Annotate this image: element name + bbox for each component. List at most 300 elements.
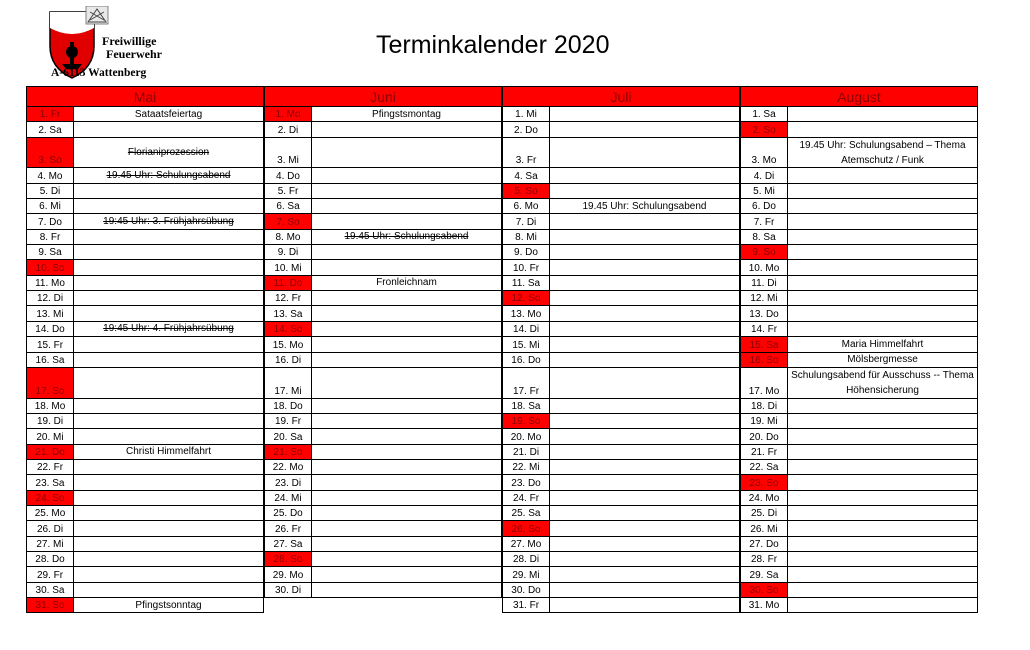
day-row — [502, 214, 740, 229]
event-cell — [74, 291, 264, 305]
day-label: 3. Mi — [277, 155, 299, 167]
day-label: 25. Do — [273, 508, 303, 520]
day-label: 8. Sa — [752, 232, 776, 244]
day-label: 29. Sa — [749, 569, 779, 581]
event-cell — [788, 506, 978, 520]
event-cell: 19.45 Uhr: Schulungsabend — [74, 168, 264, 182]
day-label-cell — [740, 491, 788, 505]
day-label-cell — [264, 322, 312, 336]
page-title: Terminkalender 2020 — [376, 31, 610, 59]
day-label: 9. Sa — [38, 247, 62, 259]
day-label: 16. Di — [274, 354, 302, 366]
day-row — [502, 306, 740, 321]
day-row — [264, 414, 502, 429]
event-cell — [74, 552, 264, 566]
day-label-cell — [740, 337, 788, 351]
svg-text:Freiwillige: Freiwillige — [102, 34, 157, 48]
day-row — [26, 583, 264, 598]
event-cell: Pfingstsmontag — [312, 107, 502, 121]
event-cell — [788, 491, 978, 505]
event-cell — [74, 506, 264, 520]
event-cell — [550, 567, 740, 581]
event-cell — [788, 306, 978, 320]
event-cell: 19:45 Uhr: 4. Frühjahrsübung — [74, 322, 264, 336]
day-label: 25. Mo — [34, 508, 66, 520]
day-label: 20. Mo — [510, 431, 542, 443]
day-row — [740, 445, 978, 460]
day-label-cell — [26, 429, 74, 443]
event-cell — [550, 521, 740, 535]
day-label-cell — [502, 306, 550, 320]
day-label-cell — [264, 537, 312, 551]
day-row — [26, 168, 264, 183]
day-label: 28. Fr — [750, 554, 778, 566]
event-cell — [74, 245, 264, 259]
day-row — [26, 107, 264, 122]
day-label: 11. Di — [751, 278, 777, 290]
event-cell — [312, 475, 502, 489]
event-cell — [550, 368, 740, 398]
day-label-cell — [26, 521, 74, 535]
event-cell — [550, 107, 740, 121]
event-cell — [788, 214, 978, 228]
day-row — [740, 368, 978, 399]
day-row — [26, 306, 264, 321]
day-row — [740, 460, 978, 475]
day-label: 30. So — [749, 585, 779, 596]
event-cell — [550, 552, 740, 566]
day-label: 29. Mi — [512, 569, 540, 581]
day-label-cell — [502, 583, 550, 597]
day-row — [502, 460, 740, 475]
day-row — [26, 245, 264, 260]
day-label: 2. Do — [514, 124, 538, 136]
day-label: 14. Di — [512, 324, 540, 336]
day-label: 6. Do — [752, 201, 776, 213]
day-row — [26, 552, 264, 567]
day-label-cell — [740, 138, 788, 168]
event-cell — [74, 414, 264, 428]
event-cell — [788, 184, 978, 198]
day-row — [740, 537, 978, 552]
day-row — [740, 122, 978, 137]
day-label-cell — [264, 583, 312, 597]
event-cell — [312, 306, 502, 320]
day-row — [502, 353, 740, 368]
day-label-cell — [26, 214, 74, 228]
day-label-cell — [26, 199, 74, 213]
day-label-cell — [26, 399, 74, 413]
day-row — [740, 337, 978, 352]
event-cell — [788, 537, 978, 551]
event-cell — [550, 306, 740, 320]
day-row — [740, 245, 978, 260]
day-label-cell — [502, 521, 550, 535]
event-cell — [74, 368, 264, 398]
day-row — [502, 429, 740, 444]
day-row — [502, 260, 740, 275]
day-label-cell — [26, 583, 74, 597]
event-cell — [550, 506, 740, 520]
month-header: Mai — [26, 86, 264, 107]
day-row — [26, 291, 264, 306]
day-label-cell — [740, 214, 788, 228]
day-row — [740, 291, 978, 306]
day-row — [26, 414, 264, 429]
day-label: 17. Mo — [748, 385, 780, 397]
event-cell: Mölsbergmesse — [788, 353, 978, 367]
event-cell — [74, 122, 264, 136]
day-row — [264, 291, 502, 306]
day-row — [502, 122, 740, 137]
day-label: 7. So — [276, 216, 300, 228]
event-cell — [312, 521, 502, 535]
day-label-cell — [740, 460, 788, 474]
day-row — [502, 291, 740, 306]
event-cell — [550, 353, 740, 367]
day-label: 24. Mi — [274, 492, 302, 504]
day-row — [740, 353, 978, 368]
event-cell — [312, 337, 502, 351]
event-cell: 19.45 Uhr: Schulungsabend — [550, 199, 740, 213]
day-label-cell — [502, 537, 550, 551]
day-row — [26, 506, 264, 521]
day-row — [264, 399, 502, 414]
day-label-cell — [26, 598, 74, 612]
month-header: Juli — [502, 86, 740, 107]
day-row — [264, 567, 502, 582]
day-label-cell — [502, 230, 550, 244]
day-row — [502, 414, 740, 429]
day-label-cell — [26, 337, 74, 351]
day-label-cell — [502, 276, 550, 290]
event-cell — [550, 460, 740, 474]
day-row — [740, 306, 978, 321]
day-label: 21. So — [273, 446, 303, 458]
event-cell — [312, 506, 502, 520]
day-row — [502, 337, 740, 352]
month-header: August — [740, 86, 978, 107]
event-cell — [550, 291, 740, 305]
day-row — [264, 138, 502, 169]
event-cell — [550, 583, 740, 597]
event-cell — [312, 291, 502, 305]
day-row — [740, 552, 978, 567]
day-label: 16. Sa — [35, 354, 65, 366]
day-label-cell — [502, 199, 550, 213]
day-label-cell — [26, 445, 74, 459]
day-row — [26, 138, 264, 169]
day-label-cell — [740, 567, 788, 581]
day-label: 27. Mi — [36, 538, 64, 550]
fire-brigade-logo — [48, 6, 170, 80]
event-cell — [312, 567, 502, 581]
day-label: 20. Do — [749, 431, 779, 443]
event-cell — [550, 230, 740, 244]
day-label: 23. Do — [511, 477, 541, 489]
event-cell — [312, 414, 502, 428]
event-cell: Christi Himmelfahrt — [74, 445, 264, 459]
day-row — [26, 199, 264, 214]
day-row — [502, 107, 740, 122]
day-label-cell — [264, 214, 312, 228]
day-label: 6. Sa — [276, 201, 300, 213]
event-cell — [788, 445, 978, 459]
day-row — [26, 368, 264, 399]
day-label: 4. Mo — [37, 170, 63, 182]
event-cell — [74, 429, 264, 443]
day-label: 6. Mi — [39, 201, 61, 213]
day-label: 26. So — [511, 523, 541, 535]
event-cell — [788, 291, 978, 305]
event-cell — [312, 583, 502, 597]
day-row — [26, 214, 264, 229]
day-row — [740, 491, 978, 506]
day-label-cell — [502, 506, 550, 520]
day-label-cell — [26, 368, 74, 398]
day-label-cell — [740, 537, 788, 551]
day-row — [264, 230, 502, 245]
day-row — [264, 368, 502, 399]
day-row — [502, 583, 740, 598]
day-label: 19. So — [511, 416, 541, 428]
event-cell — [550, 429, 740, 443]
day-label-cell — [502, 399, 550, 413]
day-label-cell — [26, 122, 74, 136]
day-label-cell — [264, 230, 312, 244]
day-label: 1. Sa — [752, 109, 776, 121]
day-row — [740, 168, 978, 183]
day-label: 6. Mo — [513, 201, 539, 213]
event-cell — [788, 414, 978, 428]
event-cell — [312, 184, 502, 198]
day-row — [502, 138, 740, 169]
day-label: 5. Di — [39, 186, 61, 198]
day-row — [264, 260, 502, 275]
day-label-cell — [26, 475, 74, 489]
day-label-cell — [264, 138, 312, 168]
day-row — [264, 122, 502, 137]
event-cell — [312, 245, 502, 259]
event-cell — [312, 260, 502, 274]
day-row — [26, 567, 264, 582]
event-cell: Schulungsabend für Ausschuss -- Thema Höhensicherung — [788, 368, 978, 398]
day-label: 31. Mo — [748, 600, 780, 612]
day-label: 10. Mo — [748, 262, 780, 274]
day-row — [740, 107, 978, 122]
day-row — [502, 491, 740, 506]
event-cell — [788, 399, 978, 413]
day-label: 17. So — [35, 385, 65, 397]
event-cell — [788, 122, 978, 136]
day-label-cell — [264, 399, 312, 413]
day-label-cell — [264, 506, 312, 520]
day-label-cell — [740, 245, 788, 259]
day-label-cell — [264, 122, 312, 136]
event-cell — [312, 429, 502, 443]
day-label: 17. Mi — [274, 385, 302, 397]
day-label-cell — [502, 491, 550, 505]
day-label-cell — [502, 168, 550, 182]
day-row — [502, 168, 740, 183]
day-label: 9. Do — [514, 247, 538, 259]
event-cell — [788, 199, 978, 213]
day-label-cell — [502, 291, 550, 305]
event-cell — [788, 567, 978, 581]
day-label-cell — [740, 521, 788, 535]
day-label: 1. Mo — [275, 109, 301, 121]
event-cell — [312, 445, 502, 459]
day-row — [740, 276, 978, 291]
day-row — [26, 460, 264, 475]
day-row — [264, 107, 502, 122]
event-cell — [312, 399, 502, 413]
event-cell — [74, 199, 264, 213]
day-label: 13. Sa — [273, 308, 303, 320]
day-row — [264, 506, 502, 521]
event-cell: 19.45 Uhr: Schulungsabend – Thema Atemschutz / Funk — [788, 138, 978, 168]
day-label-cell — [26, 107, 74, 121]
day-label: 8. Fr — [39, 232, 61, 244]
day-row — [26, 230, 264, 245]
event-cell — [550, 475, 740, 489]
day-label-cell — [26, 537, 74, 551]
day-label-cell — [26, 506, 74, 520]
day-label: 12. So — [511, 293, 541, 305]
day-label: 11. Sa — [511, 278, 541, 290]
day-label-cell — [264, 107, 312, 121]
day-label-cell — [502, 138, 550, 168]
day-row — [740, 414, 978, 429]
day-label: 26. Fr — [274, 523, 302, 535]
day-label-cell — [502, 429, 550, 443]
day-label-cell — [740, 368, 788, 398]
event-cell — [74, 306, 264, 320]
event-cell — [312, 491, 502, 505]
day-label: 11. Mo — [35, 278, 65, 290]
day-label: 18. Sa — [511, 400, 541, 412]
day-row — [264, 460, 502, 475]
day-label-cell — [740, 322, 788, 336]
event-cell — [550, 337, 740, 351]
day-label-cell — [264, 491, 312, 505]
day-label: 30. Sa — [35, 585, 65, 596]
day-label: 21. Fr — [750, 446, 778, 458]
day-label: 24. Mo — [748, 492, 780, 504]
day-label: 27. Sa — [273, 538, 303, 550]
event-cell — [74, 399, 264, 413]
day-label-cell — [264, 368, 312, 398]
day-row — [264, 445, 502, 460]
event-cell — [550, 537, 740, 551]
event-cell — [74, 230, 264, 244]
day-label-cell — [502, 552, 550, 566]
day-row — [502, 276, 740, 291]
event-cell — [550, 260, 740, 274]
day-label-cell — [26, 306, 74, 320]
event-cell — [74, 475, 264, 489]
day-label-cell — [502, 122, 550, 136]
day-label: 3. Fr — [515, 155, 537, 167]
day-label-cell — [740, 429, 788, 443]
event-cell — [550, 322, 740, 336]
day-label-cell — [502, 337, 550, 351]
day-row — [264, 322, 502, 337]
day-row — [26, 475, 264, 490]
event-cell — [550, 414, 740, 428]
day-label-cell — [740, 475, 788, 489]
event-cell — [788, 230, 978, 244]
day-row — [740, 567, 978, 582]
day-row — [26, 122, 264, 137]
day-label: 14. Fr — [750, 324, 778, 336]
day-row — [740, 260, 978, 275]
day-label-cell — [26, 552, 74, 566]
event-cell — [74, 353, 264, 367]
day-label: 23. So — [749, 477, 779, 489]
day-row — [502, 552, 740, 567]
day-row — [264, 491, 502, 506]
day-label-cell — [26, 491, 74, 505]
day-label-cell — [740, 107, 788, 121]
day-label: 29. Mo — [272, 569, 304, 581]
day-label-cell — [740, 414, 788, 428]
day-label: 27. Do — [749, 538, 779, 550]
day-label-cell — [740, 399, 788, 413]
event-cell — [550, 598, 740, 612]
day-row — [502, 245, 740, 260]
day-label: 15. Fr — [36, 339, 64, 351]
day-row — [264, 168, 502, 183]
day-label: 31. Fr — [512, 600, 540, 612]
day-row — [26, 184, 264, 199]
day-label: 12. Mi — [750, 293, 778, 305]
day-label: 2. Sa — [38, 124, 62, 136]
day-label: 22. Mo — [272, 462, 304, 474]
day-label: 4. Di — [753, 170, 775, 182]
day-label-cell — [740, 168, 788, 182]
event-cell — [312, 199, 502, 213]
day-label-cell — [740, 230, 788, 244]
day-label: 18. Do — [273, 400, 303, 412]
event-cell — [788, 245, 978, 259]
month-column-august — [740, 86, 978, 613]
day-label-cell — [26, 353, 74, 367]
day-label-cell — [502, 107, 550, 121]
day-label: 24. Fr — [512, 492, 540, 504]
day-label: 19. Mi — [750, 416, 778, 428]
day-label-cell — [740, 291, 788, 305]
day-label-cell — [26, 460, 74, 474]
day-row — [740, 214, 978, 229]
day-label: 21. Di — [512, 446, 540, 458]
event-cell — [550, 122, 740, 136]
event-cell — [788, 598, 978, 612]
day-label: 25. Sa — [511, 508, 541, 520]
day-label-cell — [26, 230, 74, 244]
day-label: 25. Di — [750, 508, 778, 520]
day-row — [264, 537, 502, 552]
day-row — [740, 506, 978, 521]
day-label: 28. So — [273, 554, 303, 566]
event-cell — [312, 322, 502, 336]
event-cell: Sataatsfeiertag — [74, 107, 264, 121]
event-cell — [788, 583, 978, 597]
day-label: 12. Fr — [274, 293, 302, 305]
day-label: 14. So — [273, 324, 303, 336]
day-row — [264, 306, 502, 321]
day-label: 11. Do — [273, 278, 303, 290]
